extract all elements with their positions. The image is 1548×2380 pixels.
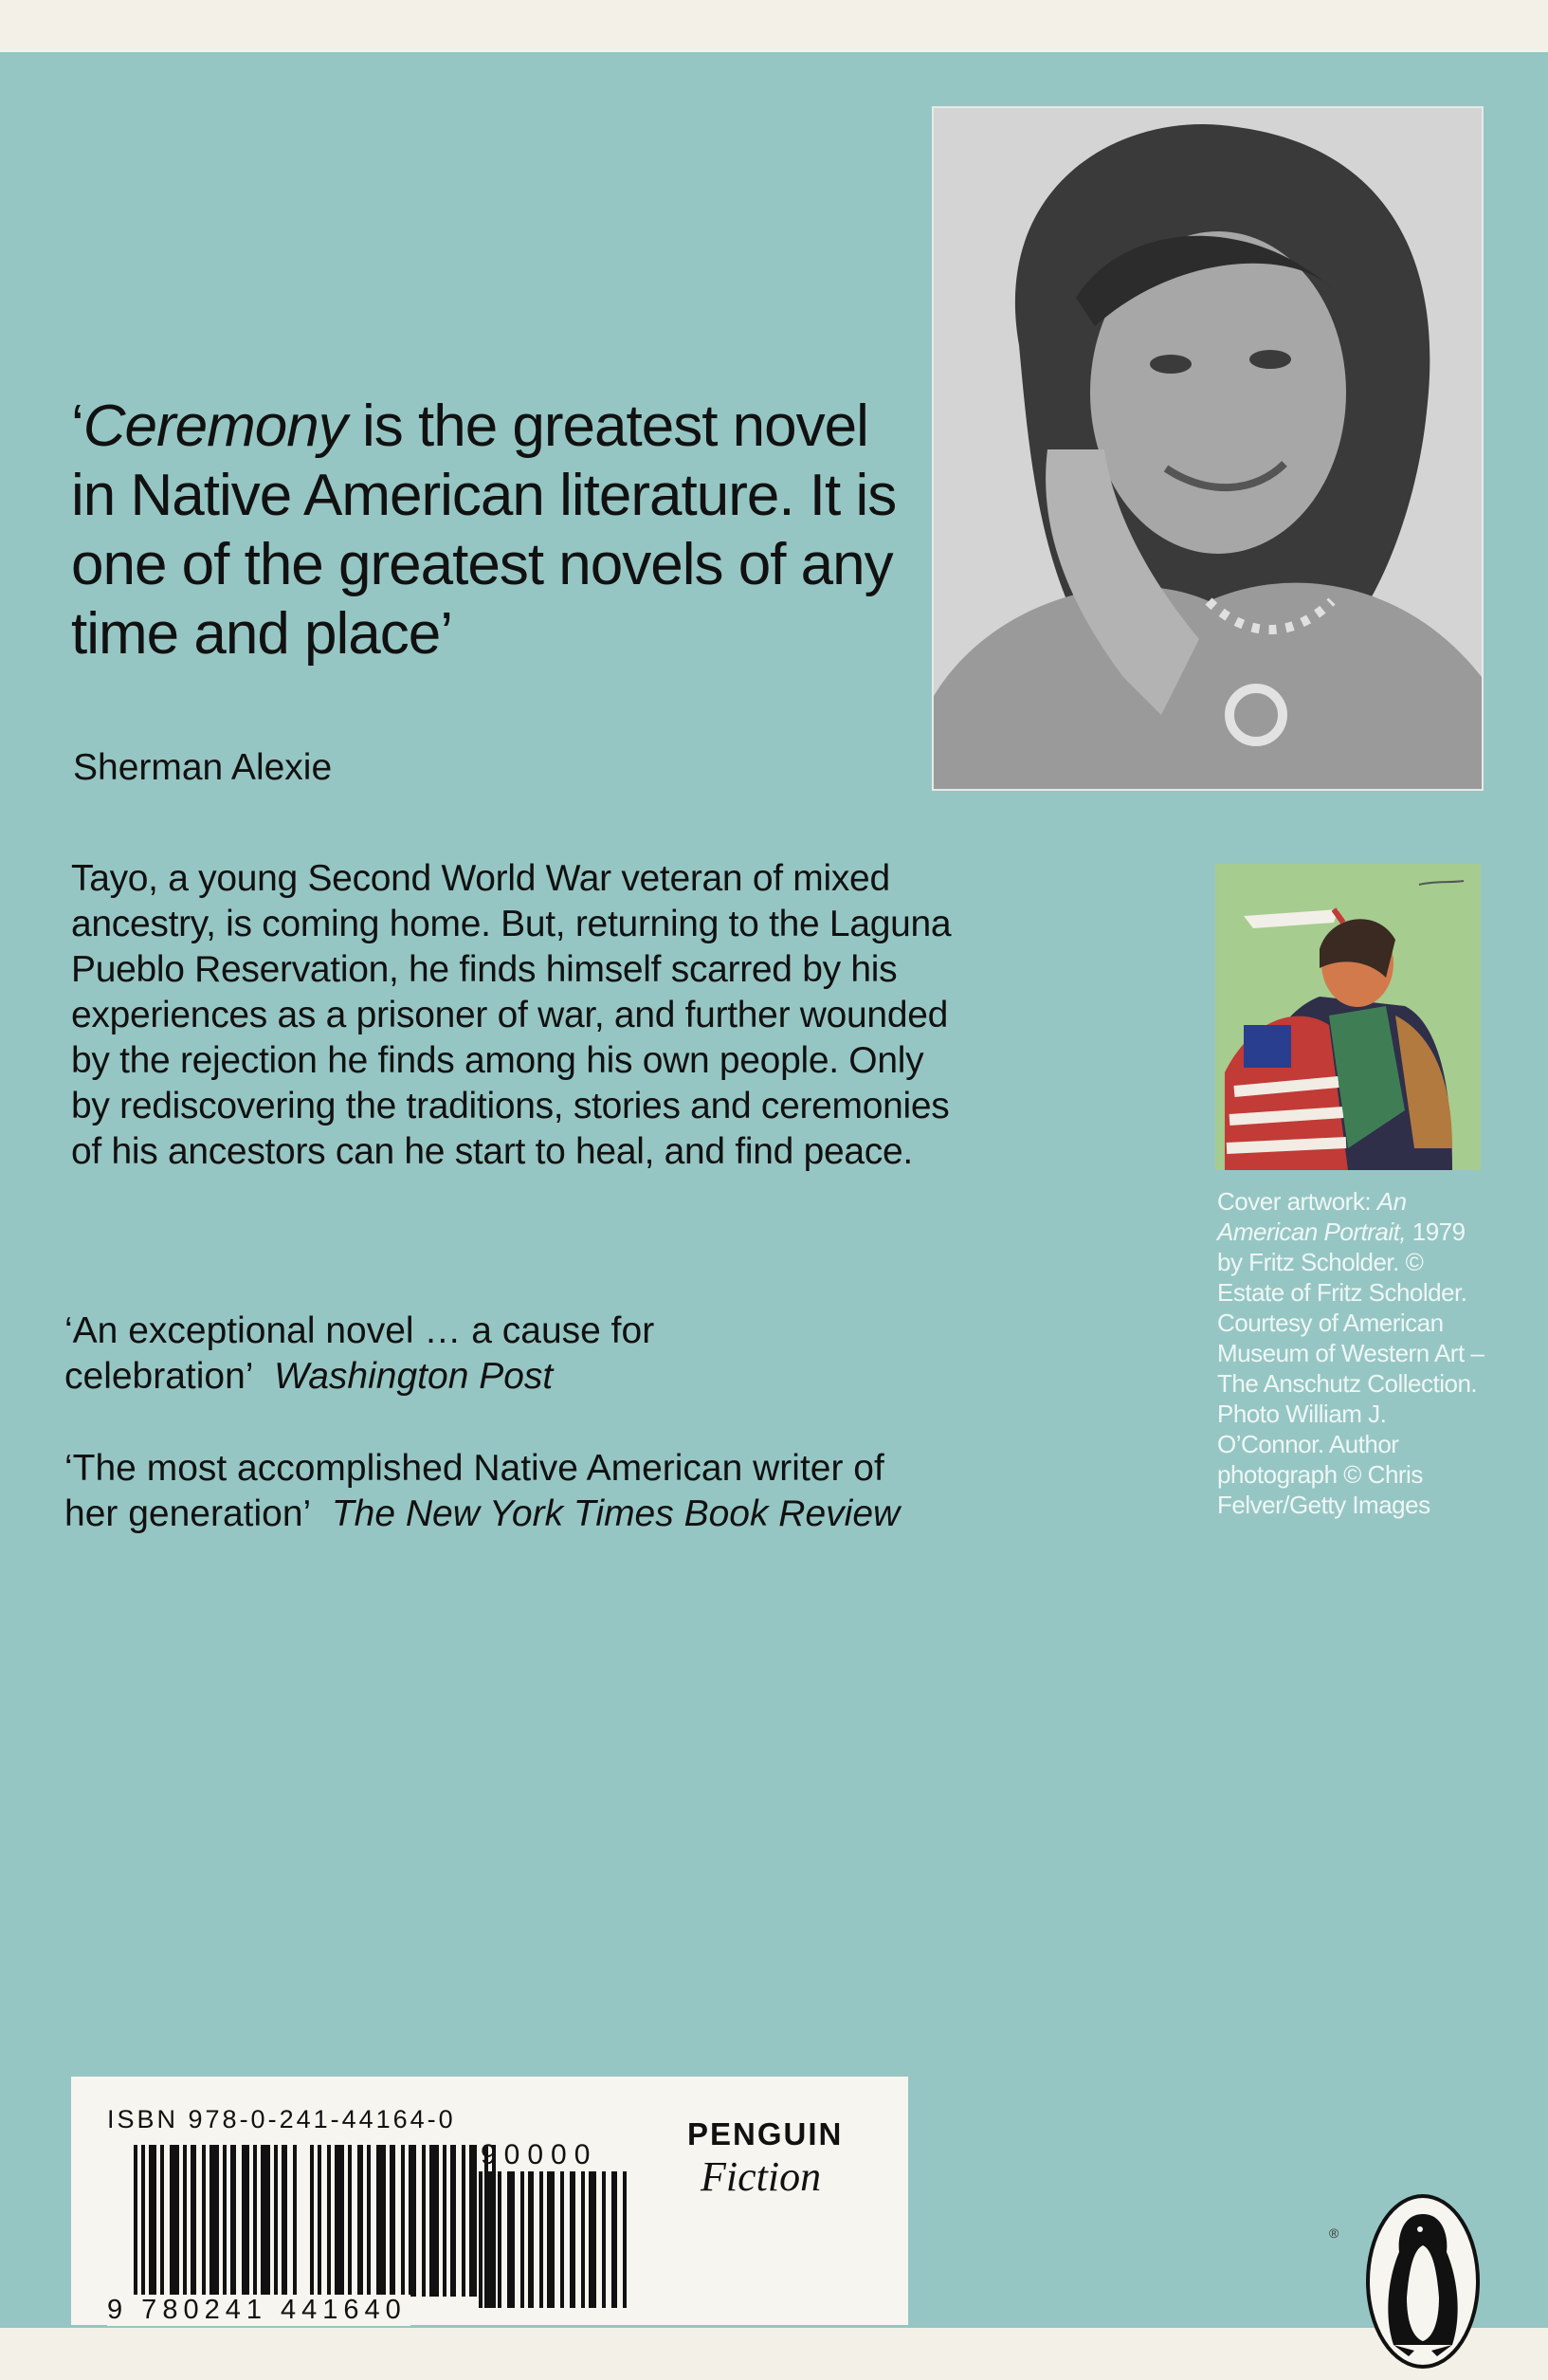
featured-quote bbox=[71, 392, 924, 668]
review-quote-1-text: ‘An exceptional novel … a cause for celebration’ bbox=[64, 1310, 655, 1397]
quote-book-title: Ceremony bbox=[82, 394, 347, 459]
ean-digits: 9 780241 441640 bbox=[107, 2295, 410, 2326]
credits-artwork-title: An American Portrait, bbox=[1217, 1187, 1407, 1246]
penguin-logo-icon bbox=[1365, 2193, 1481, 2370]
registered-mark: ® bbox=[1329, 2225, 1339, 2241]
review-quote-2-text: ‘The most accomplished Native American writer of her generation’ bbox=[64, 1448, 884, 1534]
barcode-panel bbox=[71, 2077, 908, 2325]
quote-open-mark: ‘ bbox=[71, 394, 83, 459]
barcode-bars bbox=[134, 2145, 505, 2308]
cover-artwork-thumbnail bbox=[1215, 864, 1481, 1170]
credits-prefix: Cover artwork: bbox=[1217, 1187, 1377, 1216]
price-code: 90000 bbox=[481, 2139, 598, 2170]
isbn-label: ISBN 978-0-241-44164-0 bbox=[107, 2105, 456, 2133]
review-quote-1 bbox=[64, 1309, 918, 1400]
author-photo bbox=[932, 106, 1484, 791]
back-cover bbox=[0, 52, 1548, 2328]
publisher-imprint: Fiction bbox=[701, 2153, 822, 2200]
review-quote-1-source: Washington Post bbox=[274, 1356, 554, 1397]
review-quote-2-source: The New York Times Book Review bbox=[331, 1493, 901, 1534]
quote-text: is the greatest novel in Native American literature. It is one of the greatest novels of any time and place’ bbox=[71, 394, 897, 667]
book-blurb: Tayo, a young Second World War veteran of mixed ancestry, is coming home. But, returning to the Laguna Pueblo Reservation, he finds himself scarred by his experiences as a prisoner of war, and further wounded by the rejection he finds among his own people. Only by rediscovering the traditions, stories and ceremonies of his ancestors can he start to heal, and find peace. bbox=[71, 858, 952, 1172]
cover-credits bbox=[1217, 1186, 1492, 1520]
quote-author: Sherman Alexie bbox=[73, 747, 333, 788]
publisher-name: PENGUIN bbox=[687, 2116, 844, 2151]
credits-text: 1979 by Fritz Scholder. © Estate of Fritz Scholder. Courtesy of American Museum of Western Art – The Anschutz Collection. Photo William J. O’Connor. Author photograph © Chris Felver/Getty Images bbox=[1217, 1217, 1484, 1519]
price-barcode-bars bbox=[479, 2171, 635, 2308]
review-quote-2 bbox=[64, 1446, 918, 1537]
